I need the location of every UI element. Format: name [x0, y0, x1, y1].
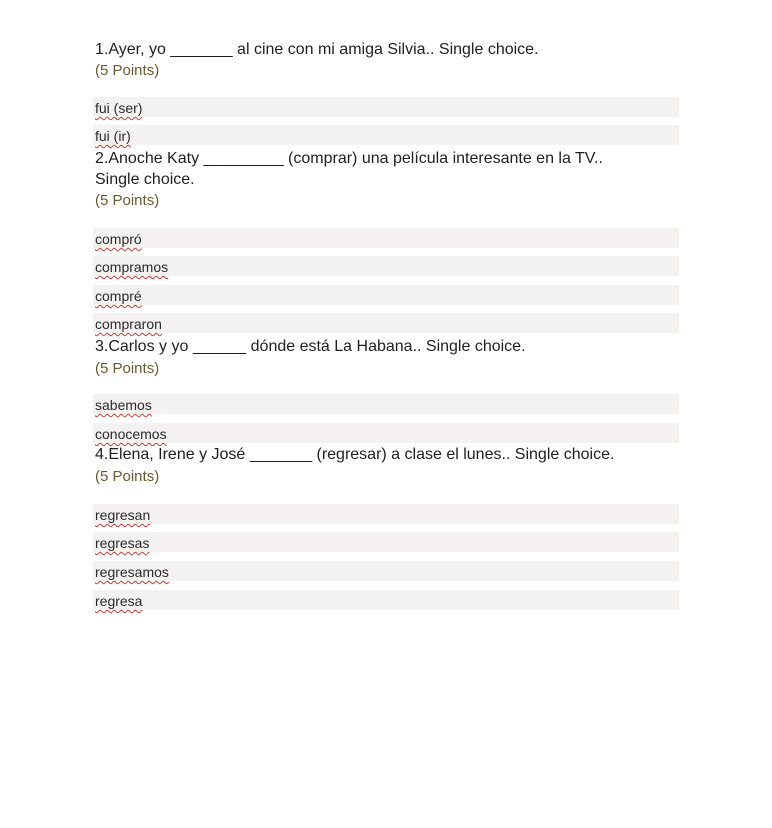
- question-3-points: (5 Points): [95, 360, 160, 377]
- option-label: fui (ir): [95, 128, 131, 144]
- question-4-option-4[interactable]: [93, 590, 679, 610]
- question-4-points: (5 Points): [95, 468, 160, 485]
- option-label: regresan: [95, 507, 151, 523]
- option-label: compró: [95, 231, 142, 247]
- question-2-text: 2.Anoche Katy _________ (comprar) una película interesante en la TV.. Single choice.: [95, 150, 603, 188]
- question-4-option-1[interactable]: [93, 504, 679, 524]
- question-1-points: (5 Points): [95, 62, 160, 79]
- option-label: regresa: [95, 593, 143, 609]
- question-1-text: 1.Ayer, yo _______ al cine con mi amiga Silvia.. Single choice.: [95, 41, 539, 58]
- option-label: regresamos: [95, 564, 169, 580]
- question-4-text: 4.Elena, Irene y José _______ (regresar) a clase el lunes.. Single choice.: [95, 446, 615, 463]
- option-label: compraron: [95, 316, 162, 332]
- question-4-option-2[interactable]: [93, 532, 679, 552]
- question-4-option-3[interactable]: [93, 561, 679, 581]
- option-label: compré: [95, 288, 142, 304]
- question-3-text: 3.Carlos y yo ______ dónde está La Habana.. Single choice.: [95, 338, 526, 355]
- question-1-option-1[interactable]: [93, 97, 679, 117]
- question-2-points: (5 Points): [95, 192, 160, 209]
- option-label: sabemos: [95, 397, 152, 413]
- option-label: regresas: [95, 535, 150, 551]
- question-2-option-2[interactable]: [93, 256, 679, 276]
- option-label: conocemos: [95, 426, 167, 442]
- option-label: fui (ser): [95, 100, 143, 116]
- question-2-option-3[interactable]: [93, 285, 679, 305]
- question-2-option-1[interactable]: [93, 228, 679, 248]
- question-2-option-4[interactable]: [93, 313, 679, 333]
- option-label: compramos: [95, 259, 169, 275]
- question-3-option-1[interactable]: [93, 394, 679, 414]
- question-1-option-2[interactable]: [93, 125, 679, 145]
- question-3-option-2[interactable]: [93, 423, 679, 443]
